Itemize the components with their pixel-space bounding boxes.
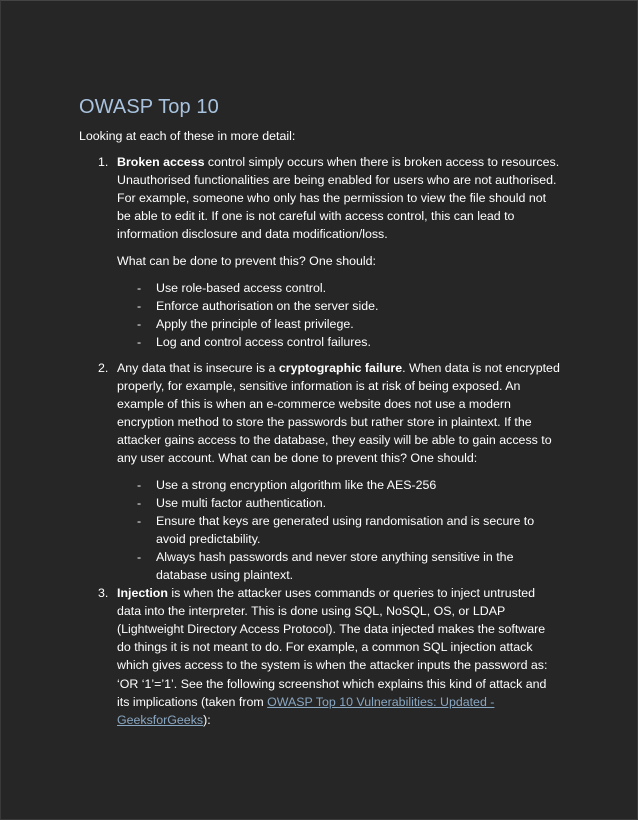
numbered-list: [79, 153, 561, 729]
bullet-item: [117, 476, 561, 494]
dash-marker: -: [137, 316, 142, 331]
list-item-cryptographic-failure: [79, 359, 561, 584]
bullet-item: [117, 512, 561, 548]
intro-text: Looking at each of these in more detail:: [79, 129, 296, 143]
item-paragraph: [117, 584, 561, 729]
bold-term: Broken access: [117, 155, 205, 169]
prevent-prompt: What can be done to prevent this? One should:: [117, 254, 376, 269]
bullet-item: [117, 333, 561, 351]
list-item-injection: [79, 584, 561, 729]
item-paragraph: [117, 359, 561, 468]
item-text-before: Any data that is insecure is a: [117, 360, 279, 375]
page-title: OWASP Top 10: [79, 96, 219, 118]
bullet-text: Use role-based access control.: [156, 280, 327, 295]
bullet-text: Always hash passwords and never store anything sensitive in the database using plaintext.: [156, 549, 514, 582]
item-paragraph: [117, 153, 561, 243]
item-text: . When data is not encrypted properly, for example, sensitive information is at risk of being exposed. An example of this is when an e-commerce website does not use a modern encryption method to store the passwords but rather store in plaintext. If the attacker gains access to the database, they easily will be able to gain access to any user account. What can be done to prevent this? One should:: [117, 360, 560, 466]
bullet-text: Ensure that keys are generated using randomisation and is secure to avoid predictability.: [156, 513, 535, 546]
geeksforgeeks-link[interactable]: OWASP Top 10 Vulnerabilities: Updated - GeeksforGeeks: [117, 694, 495, 727]
document-body: [79, 96, 561, 729]
list-number: 3.: [98, 586, 109, 601]
dash-marker: -: [137, 477, 142, 492]
bullet-text: Enforce authorisation on the server side.: [156, 298, 379, 313]
dash-marker: -: [137, 513, 142, 528]
bold-term: Injection: [117, 586, 168, 601]
dash-marker: -: [137, 298, 142, 313]
bullet-item: [117, 548, 561, 584]
dash-marker: -: [137, 334, 142, 349]
dash-marker: -: [137, 495, 142, 510]
dash-marker: -: [137, 549, 142, 564]
bold-term: cryptographic failure: [278, 360, 403, 375]
bullet-list: [117, 279, 561, 351]
dash-marker: -: [137, 280, 142, 295]
item-text: is when the attacker uses commands or queries to inject untrusted data into the interpreter. This is done using SQL, NoSQL, OS, or LDAP (Lightweight Directory Access Protocol). The data injected makes the software do things it is not meant to do. For example, a common SQL injection attack which gives access to the system is when the attacker inputs the password as: ‘OR ‘1’=’1’. See the following screenshot which explains this kind of attack and its implications (taken from: [117, 586, 548, 709]
list-number: 1.: [98, 155, 109, 169]
item-text-after: ):: [203, 712, 211, 727]
item-text: control simply occurs when there is broken access to resources. Unauthorised functionalities are being enabled for users who are not authorised. For example, someone who only has the permission to view the file should not be able to edit it. If one is not careful with access control, this can lead to information disclosure and data modification/loss.: [117, 155, 560, 242]
list-item-broken-access: [79, 153, 561, 351]
list-number: 2.: [98, 360, 109, 375]
bullet-item: [117, 297, 561, 315]
bullet-text: Use a strong encryption algorithm like the AES-256: [156, 477, 437, 492]
bullet-item: [117, 279, 561, 297]
bullet-text: Apply the principle of least privilege.: [156, 316, 354, 331]
bullet-list: [117, 476, 561, 585]
bullet-item: [117, 315, 561, 333]
bullet-text: Use multi factor authentication.: [156, 495, 327, 510]
bullet-text: Log and control access control failures.: [156, 334, 371, 349]
bullet-item: [117, 494, 561, 512]
